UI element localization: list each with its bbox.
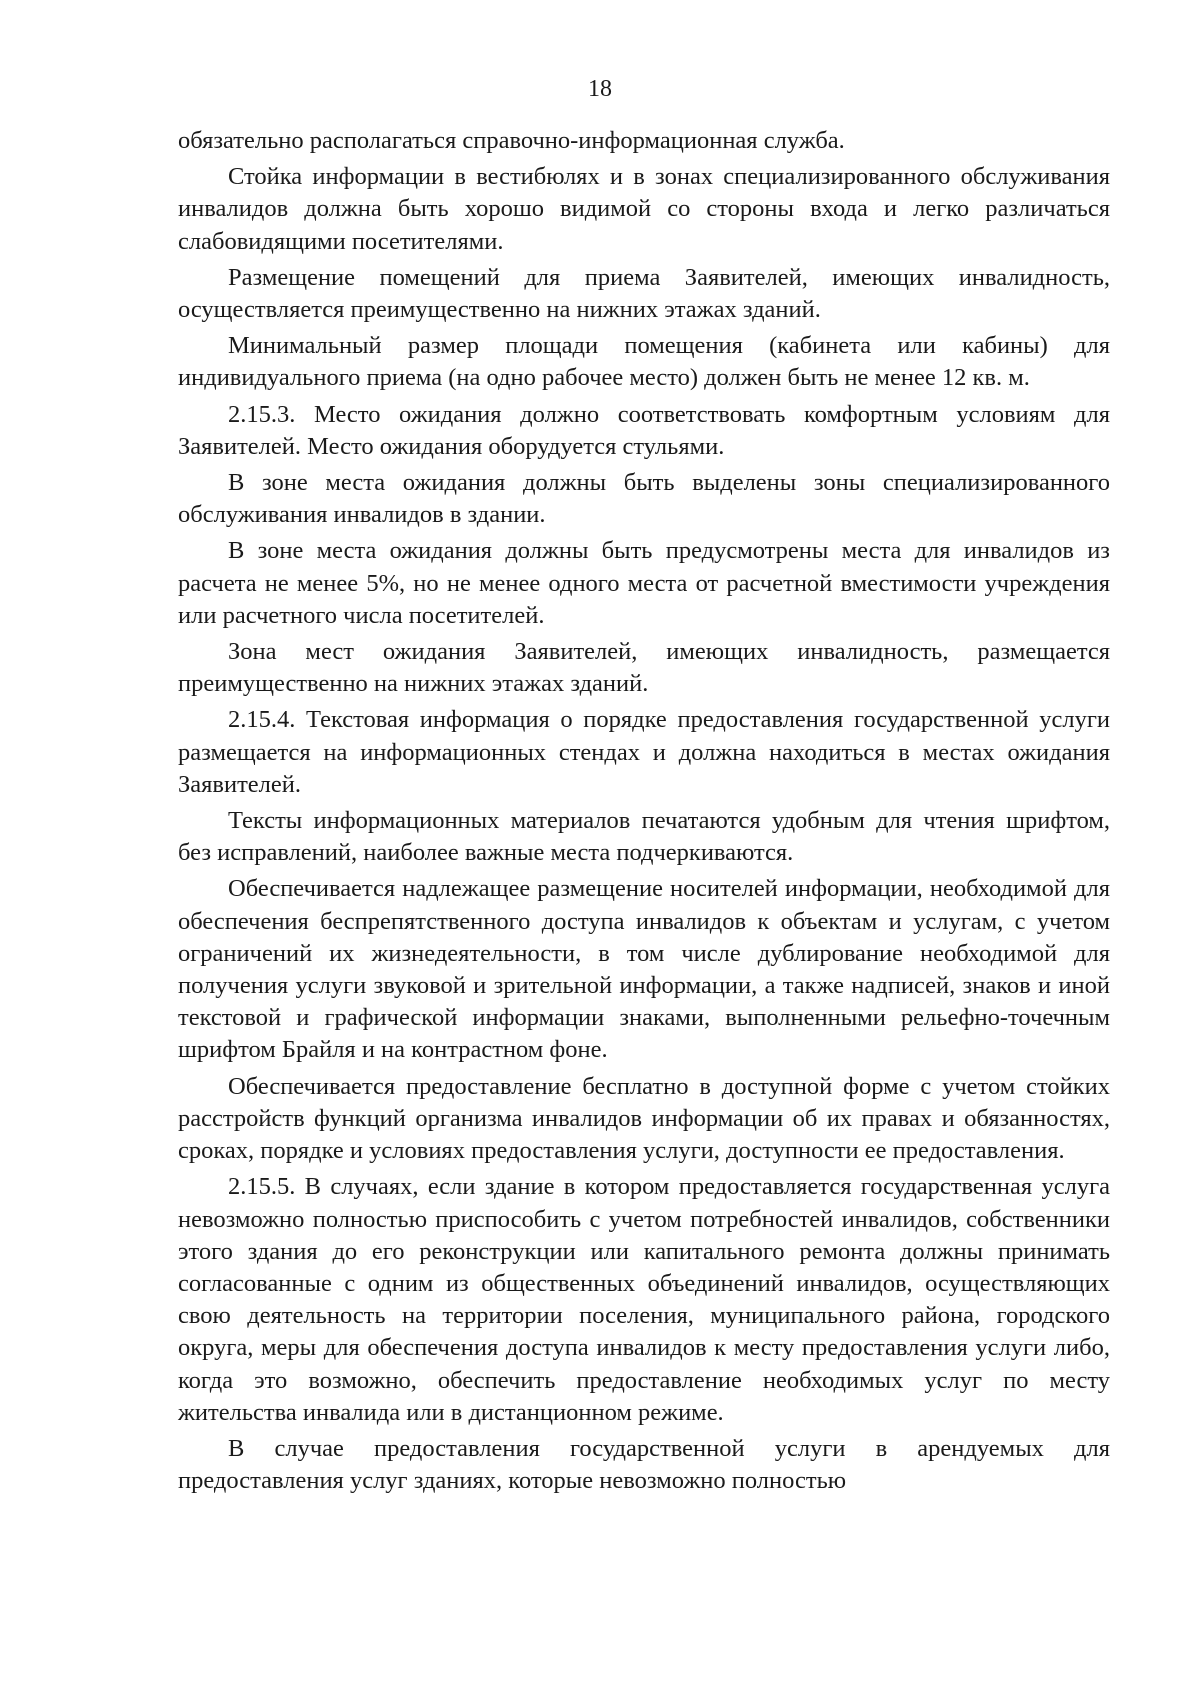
paragraph: Стойка информации в вестибюлях и в зонах специализированного обслуживания инвалидов должна быть хорошо видимой со стороны входа и легко различаться слабовидящими посетителями. bbox=[178, 163, 1110, 255]
paragraph: Обеспечивается надлежащее размещение носителей информации, необходимой для обеспечения беспрепятственного доступа инвалидов к объектам и услугам, с учетом ограничений их жизнедеятельности, в том числе дублирование необходимой для получения услуги звуковой и зрительной информации, а также надписей, знаков и иной текстовой и графической информации знаками, выполненными рельефно-точечным шрифтом Брайля и на контрастном фоне. bbox=[178, 875, 1110, 1064]
paragraph: В зоне места ожидания должны быть выделены зоны специализированного обслуживания инвалидов в здании. bbox=[178, 469, 1110, 529]
paragraph: 2.15.3. Место ожидания должно соответствовать комфортным условиям для Заявителей. Место ожидания оборудуется стульями. bbox=[178, 400, 1110, 460]
paragraph: 2.15.4. Текстовая информация о порядке предоставления государственной услуги размещается на информационных стендах и должна находиться в местах ожидания Заявителей. bbox=[178, 706, 1110, 798]
paragraph: обязательно располагаться справочно-информационная служба. bbox=[178, 127, 845, 154]
paragraph: 2.15.5. В случаях, если здание в котором предоставляется государственная услуга невозможно полностью приспособить с учетом потребностей инвалидов, собственники этого здания до его реконструкции или капитального ремонта должны принимать согласованные с одним из общественных объединений инвалидов, осуществляющих свою деятельность на территории поселения, муниципального района, городского округа, меры для обеспечения доступа инвалидов к месту предоставления услуги либо, когда это возможно, обеспечить предоставление необходимых услуг по месту жительства инвалида или в дистанционном режиме. bbox=[178, 1173, 1110, 1426]
paragraph: Обеспечивается предоставление бесплатно в доступной форме с учетом стойких расстройств функций организма инвалидов информации об их правах и обязанностях, сроках, порядке и условиях предоставления услуги, доступности ее предоставления. bbox=[178, 1072, 1110, 1165]
paragraph: В зоне места ожидания должны быть предусмотрены места для инвалидов из расчета не менее 5%, но не менее одного места от расчетной вместимости учреждения или расчетного числа посетителей. bbox=[178, 537, 1110, 629]
document-body bbox=[178, 124, 1110, 1497]
paragraph: Зона мест ожидания Заявителей, имеющих инвалидность, размещается преимущественно на нижних этажах зданий. bbox=[178, 638, 1110, 698]
paragraph: Тексты информационных материалов печатаются удобным для чтения шрифтом, без исправлений, наиболее важные места подчеркиваются. bbox=[178, 807, 1110, 867]
paragraph: В случае предоставления государственной услуги в арендуемых для предоставления услуг зданиях, которые невозможно полностью bbox=[178, 1434, 1110, 1495]
paragraph: Размещение помещений для приема Заявителей, имеющих инвалидность, осуществляется преимущественно на нижних этажах зданий. bbox=[178, 263, 1110, 324]
page-number: 18 bbox=[588, 76, 612, 102]
paragraph: Минимальный размер площади помещения (кабинета или кабины) для индивидуального приема (на одно рабочее место) должен быть не менее 12 кв. м. bbox=[178, 332, 1110, 392]
